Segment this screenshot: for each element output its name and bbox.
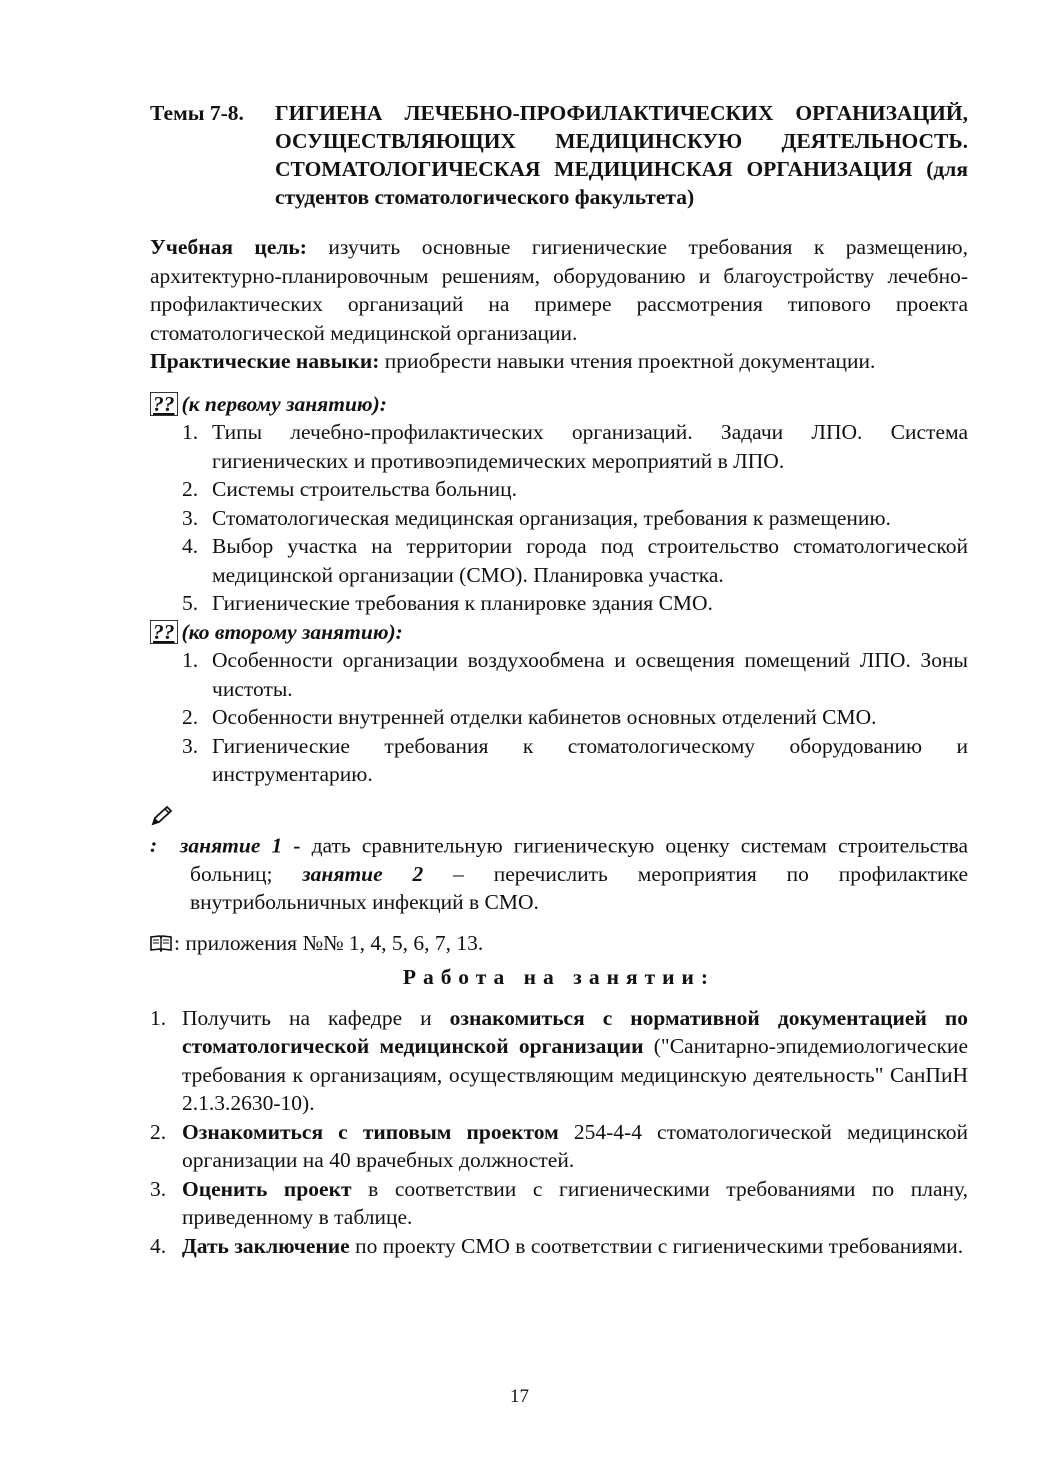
topic-title-main: ГИГИЕНА ЛЕЧЕБНО-ПРОФИЛАКТИЧЕСКИХ ОРГАНИЗАЦИЙ, ОСУЩЕСТВЛЯЮЩИХ МЕДИЦИНСКУЮ ДЕЯТЕЛЬНОСТЬ. СТОМАТОЛОГИЧЕСКАЯ МЕДИЦИНСКАЯ ОРГАНИЗАЦИЯ — [275, 101, 968, 181]
list-item — [150, 504, 968, 533]
work-steps-list — [150, 1004, 968, 1261]
learning-goal-label: Учебная цель: — [150, 235, 307, 259]
work-section-title: Работа на занятии: — [402, 965, 716, 989]
homework-task — [150, 803, 968, 917]
questions-second-heading — [150, 618, 968, 647]
item-number: 2. — [182, 477, 199, 501]
list-item — [150, 589, 968, 618]
list-item — [150, 1004, 968, 1118]
item-number: 1. — [150, 1005, 167, 1030]
item-text: по проекту СМО в соответствии с гигиеническими требованиями. — [349, 1233, 964, 1258]
page-number: 17 — [510, 1386, 529, 1407]
practical-skills-text: приобрести навыки чтения проектной документации. — [384, 349, 876, 373]
questions-icon: ?? — [150, 392, 178, 416]
questions-first-label: (к первому занятию): — [181, 391, 387, 416]
list-item — [150, 475, 968, 504]
item-text: Выбор участка на территории города под строительство стоматологической медицинской организации (СМО). Планировка участка. — [212, 534, 968, 587]
list-item — [150, 1175, 968, 1232]
item-text: Особенности организации воздухообмена и освещения помещений ЛПО. Зоны чистоты. — [212, 648, 968, 701]
list-item — [150, 418, 968, 475]
list-item — [150, 646, 968, 703]
homework-text — [150, 803, 968, 917]
homework-colon: : — [150, 833, 158, 857]
lesson-1-label: занятие 1 - — [180, 833, 301, 857]
item-number: 3. — [182, 733, 199, 758]
list-item — [150, 1232, 968, 1261]
topic-title-text — [275, 99, 968, 211]
book-icon — [150, 931, 172, 949]
questions-second-label: (ко второму занятию): — [181, 619, 403, 644]
item-number: 2. — [150, 1119, 167, 1144]
item-text: Особенности внутренней отделки кабинетов основных отделений СМО. — [212, 705, 877, 729]
item-number: 1. — [182, 420, 199, 444]
page-content — [150, 99, 968, 1260]
item-number: 3. — [150, 1176, 167, 1201]
questions-first-list — [150, 418, 968, 618]
item-text: Гигиенические требования к планировке здания СМО. — [212, 591, 713, 615]
appendix-text: : приложения №№ 1, 4, 5, 6, 7, 13. — [174, 930, 484, 955]
item-text: в соответствии с гигиеническими требованиями по плану, приведенному в таблице. — [182, 1176, 969, 1229]
item-number: 5. — [182, 591, 199, 615]
topic-title — [150, 99, 968, 211]
list-item — [150, 532, 968, 589]
questions-first-heading — [150, 390, 968, 419]
item-emphasis: Дать заключение — [182, 1233, 350, 1258]
item-number: 3. — [182, 505, 199, 530]
pencil-icon — [150, 803, 180, 860]
list-item — [150, 1118, 968, 1175]
questions-icon: ?? — [150, 620, 178, 644]
list-item — [150, 703, 968, 732]
item-text: Стоматологическая медицинская организация, требования к размещению. — [212, 505, 891, 530]
learning-goal-text: изучить основные гигиенические требования к размещению, архитектурно-планировочным решениям, оборудованию и благоустройству лечебно-профилактических организаций на примере рассмотрения типового проекта стоматологической медицинской организации. — [150, 235, 968, 345]
item-number: 2. — [182, 705, 199, 729]
practical-skills — [150, 347, 968, 376]
topic-number: Темы 7-8. — [150, 101, 244, 125]
topic-title-audience: (для студентов стоматологического факультета) — [275, 157, 968, 209]
list-item — [150, 732, 968, 789]
lesson-1-task: дать сравнительную гигиеническую оценку системам строительства больниц; — [190, 833, 968, 886]
questions-second-list — [150, 646, 968, 789]
item-emphasis: Ознакомиться с типовым проектом — [182, 1119, 559, 1144]
item-number: 4. — [182, 534, 199, 558]
item-number: 4. — [150, 1233, 167, 1258]
item-text: Гигиенические требования к стоматологическому оборудованию и инструментарию. — [212, 733, 968, 786]
practical-skills-label: Практические навыки: — [150, 349, 380, 373]
item-text: Системы строительства больниц. — [212, 477, 517, 501]
item-emphasis: ознакомиться с нормативной документацией по стоматологической медицинской организации — [182, 1005, 968, 1058]
lesson-2-task: – перечислить мероприятия по профилактике внутрибольничных инфекций в СМО. — [190, 861, 968, 914]
item-text: ("Санитарно-эпидемиологические требования к организациям, осуществляющим медицинскую деятельность" СанПиН 2.1.3.2630-10). — [182, 1034, 968, 1115]
item-text: Типы лечебно-профилактических организаций. Задачи ЛПО. Система гигиенических и противоэпидемических мероприятий в ЛПО. — [212, 420, 968, 473]
item-text: 254-4-4 стоматологической медицинской организации на 40 врачебных должностей. — [182, 1119, 968, 1172]
learning-goal — [150, 233, 968, 347]
item-emphasis: Оценить проект — [182, 1176, 352, 1201]
lesson-2-label: занятие 2 — [302, 861, 424, 886]
appendix-reference — [150, 929, 968, 958]
item-text: Получить на кафедре и — [182, 1005, 450, 1030]
item-number: 1. — [182, 648, 199, 672]
